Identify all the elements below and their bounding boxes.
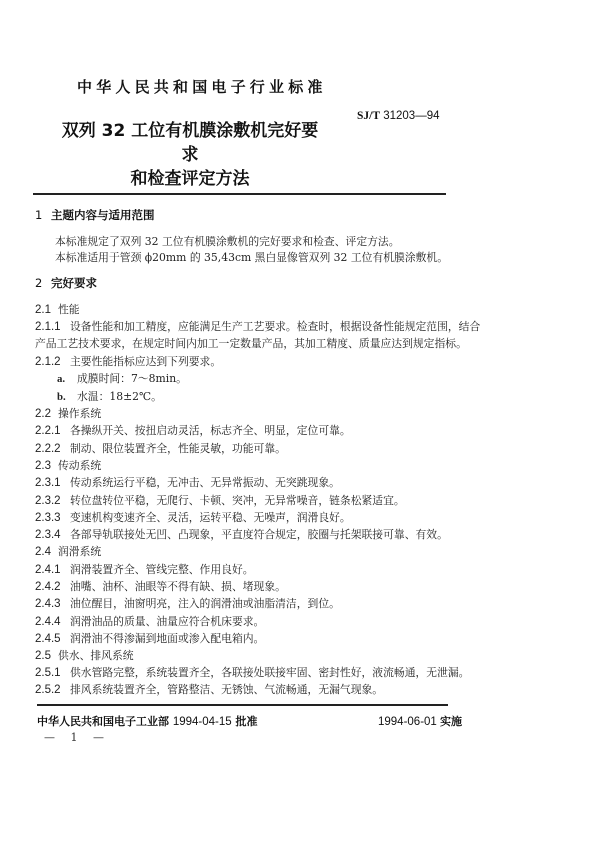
standard-code: 31203—94 [383,110,440,122]
section-1-paragraph-1: 本标准规定了双列 32 工位有机膜涂敷机的完好要求和检查、评定方法。 [55,235,400,248]
clause-2-4-2: 2.4.2 油嘴、油杯、油眼等不得有缺、损、堵现象。 [35,580,286,593]
clause-2-1: 2.1 性能 [35,303,80,316]
approver: 中华人民共和国电子工业部 [37,715,169,728]
clause-2-3-1: 2.3.1 传动系统运行平稳，无冲击、无异常振动、无突跳现象。 [35,476,340,489]
section-number: 1 [35,208,43,222]
section-2-heading [35,275,97,291]
clause-2-3-4: 2.3.4 各部导轨联接处无凹、凸现象，平直度符合规定，胶圈与托架联接可靠、有效。 [35,528,448,541]
section-1-paragraph-2: 本标准适用于管颈 ϕ20mm 的 35,43cm 黑白显像管双列 32 工位有机膜涂敷机。 [55,251,449,264]
clause-2-2-2: 2.2.2 制动、限位装置齐全，性能灵敏，功能可靠。 [35,442,286,455]
clause-2-1-1-continued: 产品工艺技术要求，在规定时间内加工一定数量产品，其加工精度、质量应达到规定指标。 [35,337,467,350]
item-b: b. 水温：18±2℃。 [57,390,162,403]
clause-2-2-1: 2.2.1 各操纵开关、按扭启动灵活，标志齐全、明显，定位可靠。 [35,424,351,437]
clause-2-4-5: 2.4.5 润滑油不得渗漏到地面或渗入配电箱内。 [35,632,265,645]
clause-2-1-1: 2.1.1 设备性能和加工精度，应能满足生产工艺要求。检查时，根据设备性能规定范围，结合 [35,320,481,333]
approval-label: 批准 [235,715,258,728]
approval-date: 1994-04-15 [172,716,232,728]
clause-2-3: 2.3 传动系统 [35,459,102,472]
top-rule [33,193,446,195]
document-title [60,119,320,191]
clause-2-3-3: 2.3.3 变速机构变速齐全、灵活，运转平稳、无噪声，润滑良好。 [35,511,351,524]
section-title: 完好要求 [51,276,97,290]
clause-2-4: 2.4 润滑系统 [35,545,102,558]
clause-2-3-2: 2.3.2 转位盘转位平稳，无爬行、卡顿、突冲，无异常噪音，链条松紧适宜。 [35,494,405,507]
clause-2-1-2: 2.1.2 主要性能指标应达到下列要求。 [35,355,222,368]
effective-info [378,713,462,729]
section-title: 主题内容与适用范围 [51,208,155,222]
clause-2-5: 2.5 供水、排风系统 [35,649,134,662]
item-a: a. 成膜时间：7～8min。 [57,372,187,385]
clause-2-4-4: 2.4.4 润滑油品的质量、油量应符合机床要求。 [35,615,265,628]
clause-2-5-2: 2.5.2 排风系统装置齐全，管路整洁、无锈蚀、气流畅通，无漏气现象。 [35,683,384,696]
standard-number [357,110,440,122]
clause-2-2: 2.2 操作系统 [35,407,102,420]
clause-2-5-1: 2.5.1 供水管路完整，系统装置齐全，各联接处联接牢固、密封性好，液流畅通，无泄漏。 [35,666,470,679]
page-number: — 1 — [44,731,110,744]
clause-2-4-1: 2.4.1 润滑装置齐全、管线完整、作用良好。 [35,563,254,576]
section-1-heading [35,207,155,223]
bottom-rule [37,704,448,706]
section-number: 2 [35,276,43,290]
issuing-body-header: 中华人民共和国电子行业标准 [77,78,327,96]
standard-prefix: SJ/T [357,110,381,122]
approval-info [37,713,258,729]
effective-label: 实施 [440,715,463,728]
clause-2-4-3: 2.4.3 油位醒目，油窗明亮，注入的润滑油或油脂清洁，到位。 [35,597,340,610]
effective-date: 1994-06-01 [378,716,437,728]
title-line-1: 双列 32 工位有机膜涂敷机完好要求 [61,121,319,165]
title-line-2: 和检查评定方法 [130,169,250,189]
